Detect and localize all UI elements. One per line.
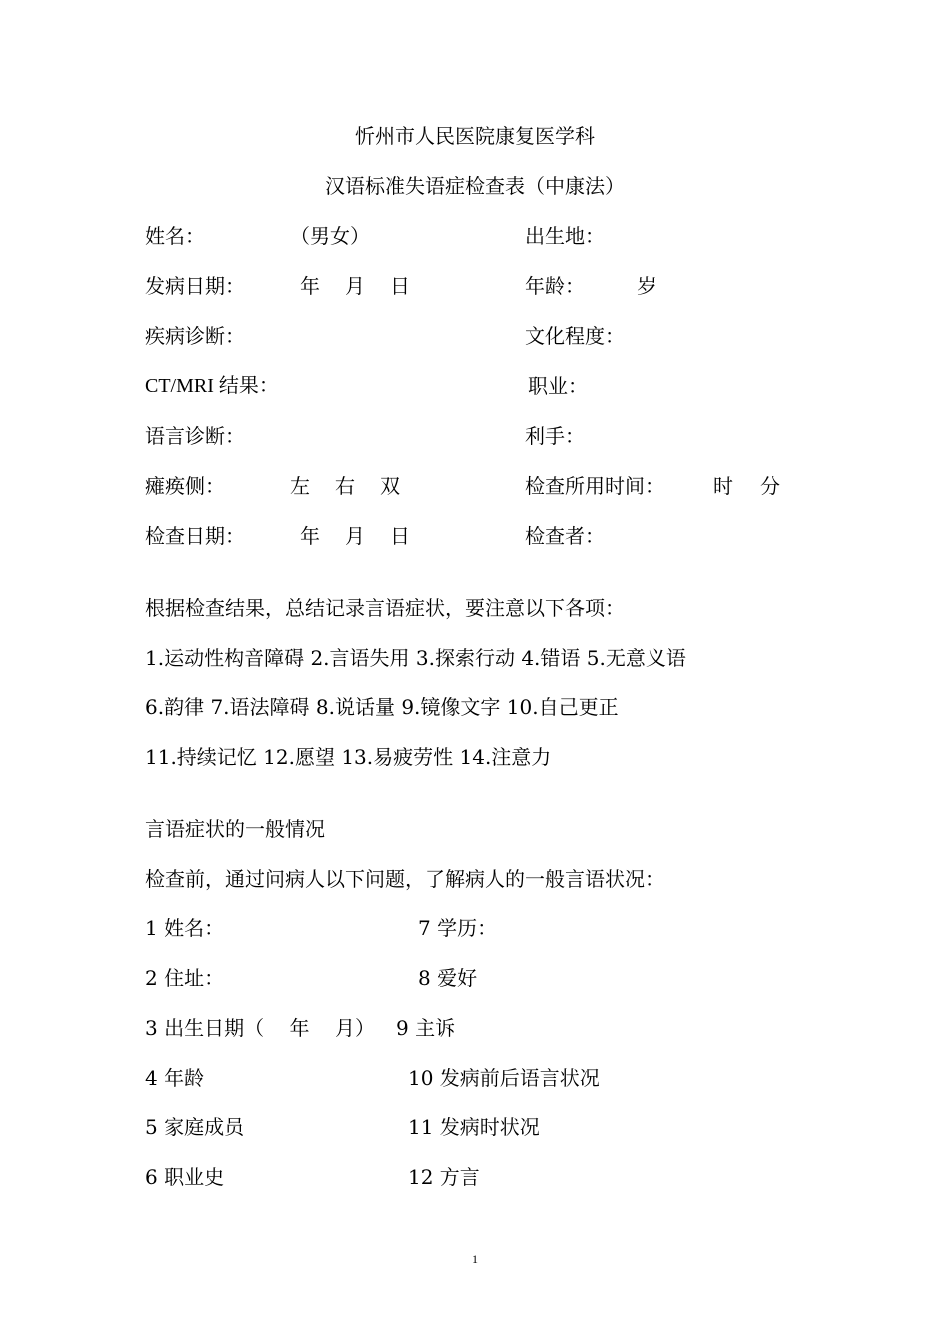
- handedness-label: 利手：: [525, 424, 585, 448]
- question-4: 4 年龄: [145, 1066, 205, 1090]
- name-label: 姓名：: [145, 224, 205, 248]
- diagnosis-label: 疾病诊断：: [145, 324, 245, 348]
- education-label: 文化程度：: [525, 324, 625, 348]
- question-5: 5 家庭成员: [145, 1115, 245, 1139]
- age-label: 年龄：: [525, 274, 585, 298]
- question-9: 9 主诉: [396, 1016, 456, 1040]
- page-number: 1: [472, 1252, 478, 1266]
- paralysis-both: 双: [380, 474, 400, 498]
- question-11: 11 发病时状况: [408, 1115, 540, 1139]
- language-diagnosis-label: 语言诊断：: [145, 424, 245, 448]
- question-8: 8 爱好: [418, 966, 478, 990]
- hospital-name: 忻州市人民医院康复医学科: [355, 124, 595, 148]
- question-12: 12 方言: [408, 1165, 480, 1189]
- paralysis-right: 右: [335, 474, 355, 498]
- onset-year: 年: [300, 274, 320, 298]
- examiner-label: 检查者：: [525, 524, 605, 548]
- exam-date-label: 检查日期：: [145, 524, 245, 548]
- exam-day: 日: [390, 524, 410, 548]
- onset-day: 日: [390, 274, 410, 298]
- symptoms-list-line-3: 11.持续记忆 12.愿望 13.易疲劳性 14.注意力: [145, 745, 552, 769]
- symptoms-list-line-1: 1.运动性构音障碍 2.言语失用 3.探索行动 4.错语 5.无意义语: [145, 646, 686, 670]
- symptoms-intro: 根据检查结果，总结记录言语症状，要注意以下各项：: [145, 596, 625, 620]
- question-2: 2 住址：: [145, 966, 225, 990]
- onset-date-label: 发病日期：: [145, 274, 245, 298]
- sex-label: （男女）: [290, 224, 370, 248]
- question-1: 1 姓名：: [145, 916, 225, 940]
- question-10: 10 发病前后语言状况: [408, 1066, 600, 1090]
- occupation-label: 职业：: [528, 374, 588, 398]
- general-heading: 言语症状的一般情况: [145, 817, 325, 841]
- general-intro: 检查前，通过问病人以下问题，了解病人的一般言语状况：: [145, 867, 665, 891]
- paralysis-left: 左: [290, 474, 310, 498]
- onset-month: 月: [345, 274, 365, 298]
- question-3: 3 出生日期（ 年 月）: [145, 1016, 375, 1040]
- age-unit: 岁: [637, 274, 657, 298]
- paralysis-side-label: 瘫痪侧：: [145, 474, 225, 498]
- form-title: 汉语标准失语症检查表（中康法）: [325, 174, 625, 198]
- ctmri-label: CT/MRI 结果：: [145, 375, 279, 397]
- birthplace-label: 出生地：: [525, 224, 605, 248]
- symptoms-list-line-2: 6.韵律 7.语法障碍 8.说话量 9.镜像文字 10.自己更正: [145, 695, 619, 719]
- exam-duration-label: 检查所用时间：: [525, 474, 665, 498]
- question-6: 6 职业史: [145, 1165, 225, 1189]
- exam-year: 年: [300, 524, 320, 548]
- question-7: 7 学历：: [418, 916, 498, 940]
- exam-month: 月: [345, 524, 365, 548]
- duration-minute: 分: [760, 474, 780, 498]
- duration-hour: 时: [713, 474, 733, 498]
